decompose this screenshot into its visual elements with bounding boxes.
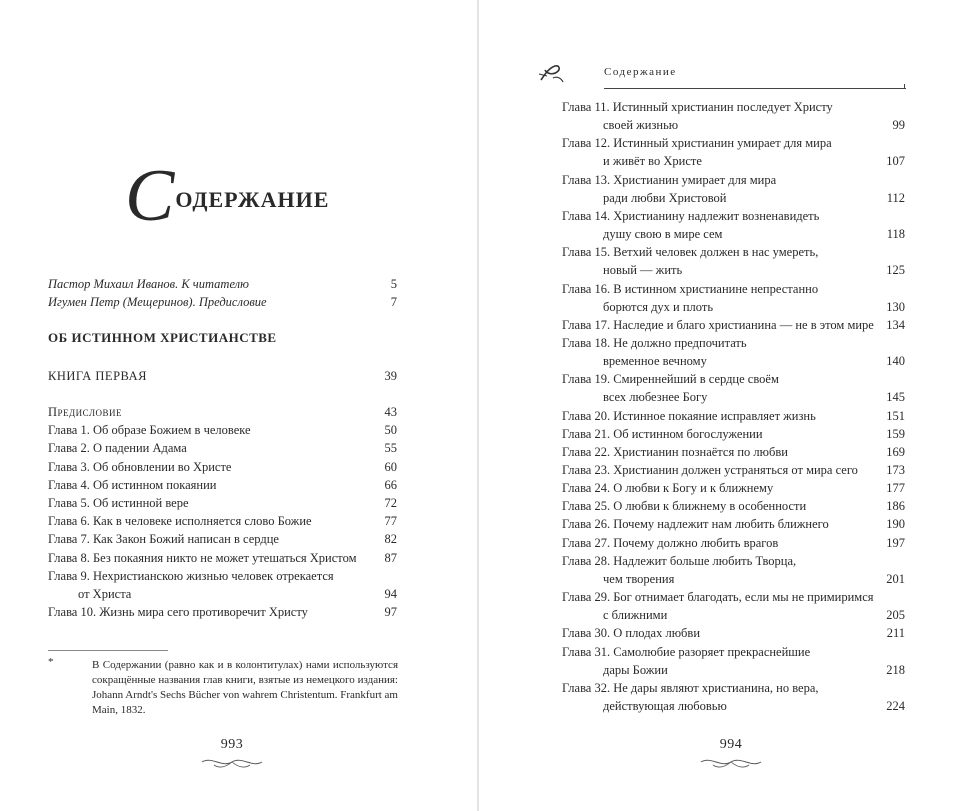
chapter-title: Глава 14. Христианину надлежит возненавидеть [562,208,820,223]
footnote-text: В Содержании (равно как и в колонтитулах) нами используются сокращённые названия глав книги, взятые из немецкого издания: Johann Arndt's Sechs Bücher von wahrem Christentum. Frankfurt am Main, 1832. [92,659,398,716]
chapter-page: 112 [886,190,905,205]
chapter-page: 72 [384,496,397,510]
footnote-rule [48,650,168,651]
chapter-page: 99 [892,118,905,133]
chapter-title: Глава 29. Бог отнимает благодать, если мы не примиримся [562,590,874,605]
book-page: 39 [384,369,397,383]
toc-page: 5 [390,277,397,291]
folio-flourish-icon [200,755,264,769]
chapter-page: 177 [886,481,905,496]
chapter-page: 87 [384,550,397,565]
chapter-page: 159 [886,426,905,441]
chapter-title: Глава 32. Не дары являют христианина, но вера, [562,680,819,695]
chapter-title: дары Божии [603,662,668,677]
chapter-title: Глава 19. Смиреннейший в сердце своём [562,372,779,387]
chapter-page: 55 [384,441,397,456]
chapter-page: 94 [384,587,397,601]
chapter-title: Глава 20. Истинное покаяние исправляет жизнь [562,408,816,423]
folio-left: 993 [220,737,244,752]
chapter-page: 211 [886,626,905,641]
chapter-title: Глава 3. Об обновлении во Христе [48,459,232,474]
chapter-title: Глава 23. Христианин должен устраняться от мира сего [562,463,858,477]
toc-page: 7 [390,295,397,309]
chapter-page: 205 [886,608,905,623]
chapter-title: и живёт во Христе [603,154,702,169]
chapter-title: Глава 18. Не должно предпочитать [562,335,747,350]
chapter-title: душу свою в мире сем [603,227,723,242]
chapter-page: 60 [384,459,397,474]
chapter-page: 107 [886,154,905,169]
chapter-title: Глава 9. Нехристианскою жизнью человек отрекается [48,568,334,583]
chapter-title: Глава 17. Наследие и благо христианина — не в этом мире [562,317,874,332]
right-page [479,0,956,811]
chapter-page: 190 [886,517,905,532]
book-title: КНИГА ПЕРВАЯ [48,369,147,383]
chapter-title: Глава 5. Об истинной вере [48,496,189,510]
chapter-title: новый — жить [603,263,683,278]
folio-flourish-icon [699,755,763,769]
toc-entry: Пастор Михаил Иванов. К читателю [48,277,249,291]
chapter-title: Глава 13. Христианин умирает для мира [562,172,777,187]
chapter-title: Глава 26. Почему надлежит нам любить ближнего [562,517,829,532]
chapter-page: 43 [384,405,397,419]
chapter-page: 197 [886,535,905,550]
chapter-title: Глава 24. О любви к Богу и к ближнему [562,481,774,496]
chapter-title: борются дух и плоть [603,299,714,314]
chapter-page: 66 [384,477,397,492]
chapter-title: от Христа [78,587,132,601]
header-ornament-icon [537,60,567,86]
footnote-mark: * [48,656,54,668]
chapter-title: Глава 15. Ветхий человек должен в нас умереть, [562,245,819,260]
chapter-title: Глава 22. Христианин познаётся по любви [562,444,788,459]
chapter-page: 50 [384,423,397,438]
left-page [0,0,477,811]
chapter-title: Глава 4. Об истинном покаянии [48,477,217,492]
folio-right: 994 [719,737,743,752]
chapter-title: Глава 2. О падении Адама [48,441,187,456]
running-head-tick [904,84,905,89]
chapter-title: действующая любовью [603,698,727,713]
running-head-rule [604,88,906,89]
chapter-title: Предисловие [48,405,123,419]
chapter-title: чем творения [603,571,675,586]
chapter-title: временное вечному [603,354,707,369]
chapter-title: Глава 7. Как Закон Божий написан в сердце [48,532,279,547]
chapter-title: Глава 25. О любви к ближнему в особенности [562,499,807,514]
running-head: Содержание [604,66,677,78]
chapter-page: 97 [384,605,397,620]
chapter-page: 134 [886,317,905,332]
chapter-title: Глава 27. Почему должно любить врагов [562,535,779,550]
chapter-title: Глава 16. В истинном христианине непрестанно [562,281,819,296]
chapter-page: 151 [886,408,905,423]
chapter-page: 77 [384,514,397,529]
chapter-title: ради любви Христовой [603,190,727,205]
chapter-page: 145 [886,390,905,405]
chapter-title: Глава 12. Истинный христианин умирает для мира [562,136,832,151]
chapter-page: 224 [886,698,905,713]
chapter-title: Глава 11. Истинный христианин последует Христу [562,100,833,114]
chapter-title: всех любезнее Богу [603,390,708,405]
chapter-page: 125 [886,263,905,278]
chapter-page: 130 [886,299,905,314]
chapter-page: 169 [886,444,905,459]
chapter-page: 118 [886,227,905,242]
chapter-title: Глава 6. Как в человеке исполняется слово Божие [48,514,312,529]
chapter-page: 201 [886,571,905,586]
chapter-title: своей жизнью [603,118,679,133]
chapter-page: 186 [886,499,905,514]
chapter-title: Глава 31. Самолюбие разоряет прекраснейшие [562,644,811,659]
chapter-title: Глава 1. Об образе Божием в человеке [48,423,251,438]
chapter-title: Глава 8. Без покаяния никто не может утешаться Христом [48,550,357,565]
heading-drop-cap: С [125,155,175,237]
section-title: ОБ ИСТИННОМ ХРИСТИАНСТВЕ [48,330,277,345]
toc-entry: Игумен Петр (Мещеринов). Предисловие [48,295,267,309]
contents-heading [125,155,330,240]
chapter-title: Глава 28. Надлежит больше любить Творца, [562,553,797,568]
chapter-page: 173 [886,463,905,477]
heading-text: ОДЕРЖАНИЕ [175,187,330,212]
chapter-page: 140 [886,354,905,369]
chapter-page: 218 [886,662,905,677]
chapter-title: Глава 21. Об истинном богослужении [562,426,763,441]
chapter-title: Глава 30. О плодах любви [562,626,701,641]
chapter-title: Глава 10. Жизнь мира сего противоречит Христу [48,605,308,620]
chapter-page: 82 [384,532,397,547]
chapter-title: с ближними [603,608,668,623]
